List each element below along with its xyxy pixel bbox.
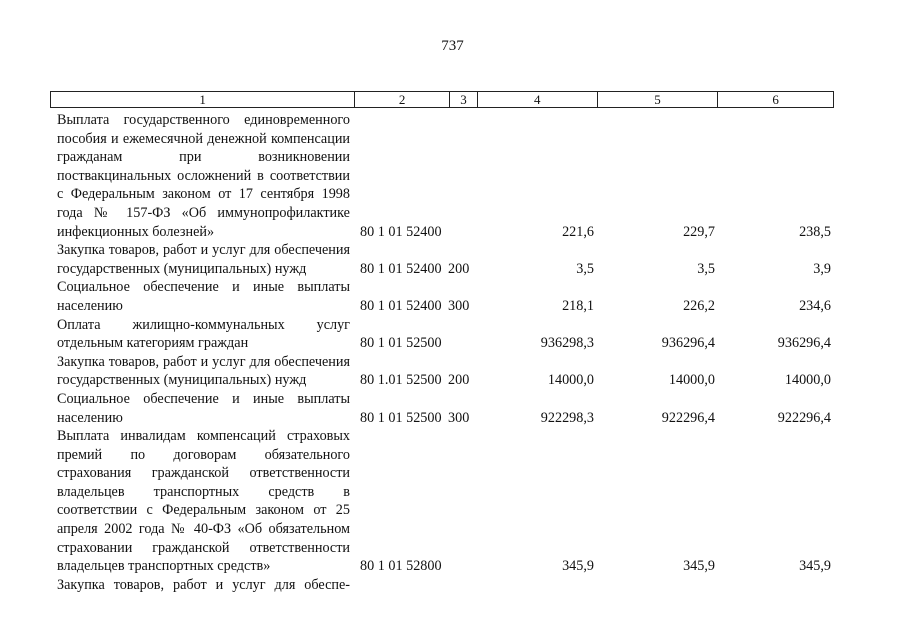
row-description: Закупка товаров, работ и услуг для обеспе- xyxy=(57,576,350,593)
row-description: Выплата инвалидам компенсаций страховых премий по договорам обязательного страхования гражданской ответственности владельцев транспортных средств в соответствии с Федеральным законом от 25 апреля 2002 года № 40-ФЗ «Об обязательном страховании гражданской ответственности владельцев транспортных средств» xyxy=(57,428,350,575)
table-row xyxy=(57,390,837,427)
budget-table-body xyxy=(57,111,837,594)
row-value-col4: 3,5 xyxy=(576,260,594,277)
row-target-code: 80 1 01 52800 xyxy=(360,558,442,575)
row-value-col5: 936296,4 xyxy=(661,335,715,352)
row-value-col4: 345,9 xyxy=(562,558,594,575)
row-expense-type: 300 xyxy=(448,409,470,426)
header-col-6: 6 xyxy=(772,92,779,107)
header-col-5: 5 xyxy=(598,92,719,107)
table-row xyxy=(57,316,837,353)
row-value-col4: 221,6 xyxy=(562,223,594,240)
page-number: 737 xyxy=(441,38,464,54)
row-expense-type: 200 xyxy=(448,372,470,389)
table-row xyxy=(57,427,837,576)
row-description: Социальное обеспечение и иные выплаты населению xyxy=(57,279,350,314)
header-col-1: 1 xyxy=(51,92,355,107)
row-target-code: 80 1 01 52500 xyxy=(360,409,442,426)
row-value-col5: 345,9 xyxy=(683,558,715,575)
table-row xyxy=(57,241,837,278)
header-col-3: 3 xyxy=(450,92,478,107)
row-expense-type: 300 xyxy=(448,297,470,314)
row-target-code: 80 1 01 52400 xyxy=(360,260,442,277)
header-col-2: 2 xyxy=(355,92,450,107)
row-value-col6: 14000,0 xyxy=(784,372,831,389)
row-description: Закупка товаров, работ и услуг для обеспечения государственных (муниципальных) нужд xyxy=(57,353,350,389)
row-value-col5: 3,5 xyxy=(697,260,715,277)
header-col-4: 4 xyxy=(478,92,598,107)
row-value-col6: 345,9 xyxy=(799,558,831,575)
table-row xyxy=(57,278,837,315)
table-header-row xyxy=(50,91,834,108)
row-description: Оплата жилищно-коммунальных услуг отдельным категориям граждан xyxy=(57,316,350,352)
row-target-code: 80 1 01 52500 xyxy=(360,335,442,352)
row-value-col4: 218,1 xyxy=(562,297,594,314)
table-row xyxy=(57,576,837,594)
row-value-col5: 14000,0 xyxy=(668,372,715,389)
row-target-code: 80 1.01 52500 xyxy=(360,372,442,389)
row-value-col5: 226,2 xyxy=(683,297,715,314)
row-description: Выплата государственного единовременного пособия и ежемесячной денежной компенсации гражданам при возникновении поствакцинальных осложнений в соответствии с Федеральным законом от 17 сентября 1998 года № 157-ФЗ «Об иммунопрофилактике инфекционных болезней» xyxy=(57,112,350,240)
row-description: Закупка товаров, работ и услуг для обеспечения государственных (муниципальных) нужд xyxy=(57,242,350,277)
row-value-col6: 936296,4 xyxy=(777,335,831,352)
row-value-col6: 922296,4 xyxy=(777,409,831,426)
row-description: Социальное обеспечение и иные выплаты населению xyxy=(57,390,350,426)
row-value-col5: 922296,4 xyxy=(661,409,715,426)
row-value-col4: 936298,3 xyxy=(540,335,594,352)
row-value-col5: 229,7 xyxy=(683,223,715,240)
table-row xyxy=(57,111,837,241)
row-expense-type: 200 xyxy=(448,260,470,277)
row-value-col4: 922298,3 xyxy=(540,409,594,426)
table-row xyxy=(57,353,837,390)
row-value-col6: 238,5 xyxy=(799,223,831,240)
row-value-col4: 14000,0 xyxy=(547,372,594,389)
row-value-col6: 3,9 xyxy=(813,260,831,277)
row-target-code: 80 1 01 52400 xyxy=(360,297,442,314)
row-target-code: 80 1 01 52400 xyxy=(360,223,442,240)
row-value-col6: 234,6 xyxy=(799,297,831,314)
